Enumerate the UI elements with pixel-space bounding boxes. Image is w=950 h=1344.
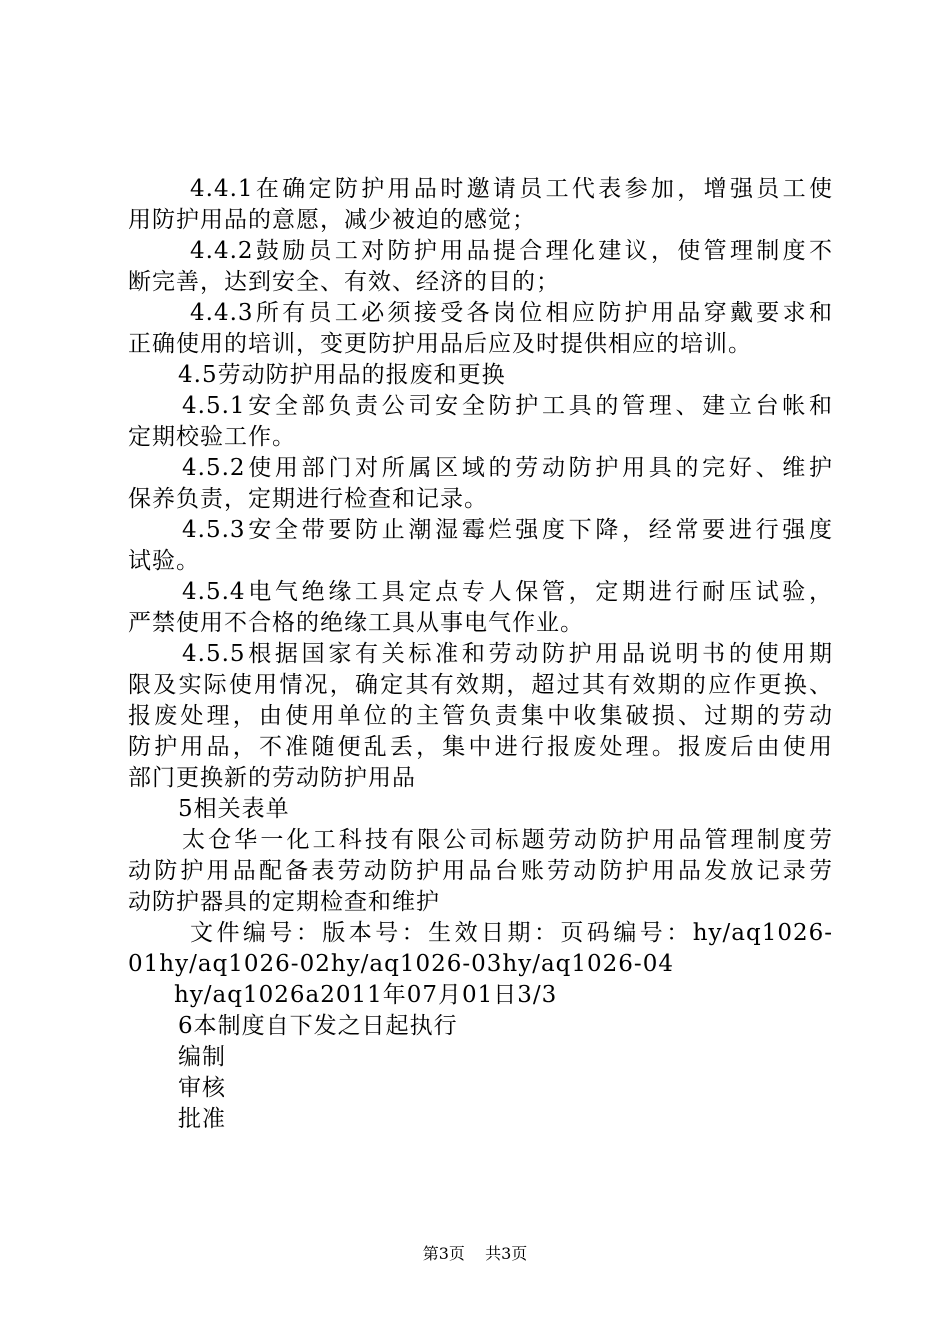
text-line: 5相关表单 bbox=[178, 796, 290, 822]
text-line: 定期校验工作。 bbox=[128, 424, 296, 450]
text-line: 太仓华一化工科技有限公司标题劳动防护用品管理制度劳 bbox=[182, 827, 833, 853]
text-line: 4.4.2鼓励员工对防护用品提合理化建议，使管理制度不 bbox=[190, 238, 833, 264]
text-line: 批准 bbox=[178, 1106, 226, 1132]
text-line: 报废处理，由使用单位的主管负责集中收集破损、过期的劳动 bbox=[128, 703, 833, 729]
paragraph-4-4-3 bbox=[128, 298, 833, 360]
page-total: 共3页 bbox=[485, 1244, 528, 1263]
text-line: 部门更换新的劳动防护用品 bbox=[128, 765, 416, 791]
page-footer bbox=[0, 1244, 950, 1264]
text-line: 4.5劳动防护用品的报废和更换 bbox=[178, 362, 506, 388]
text-line: 文件编号：版本号：生效日期：页码编号：hy/aq1026- bbox=[190, 920, 833, 946]
text-line: 4.5.5根据国家有关标准和劳动防护用品说明书的使用期 bbox=[182, 641, 833, 667]
paragraph-4-5-2 bbox=[128, 453, 833, 515]
text-line: 编制 bbox=[178, 1044, 226, 1070]
text-line: 审核 bbox=[178, 1075, 226, 1101]
text-line: 4.5.4电气绝缘工具定点专人保管，定期进行耐压试验， bbox=[182, 579, 833, 605]
signature-reviewed bbox=[128, 1073, 833, 1104]
text-line: 4.4.3所有员工必须接受各岗位相应防护用品穿戴要求和 bbox=[190, 300, 833, 326]
text-line: 断完善，达到安全、有效、经济的目的； bbox=[128, 269, 560, 295]
text-line: 防护用品，不准随便乱丢，集中进行报废处理。报废后由使用 bbox=[128, 734, 833, 760]
document-body bbox=[128, 174, 833, 1135]
section-heading-4-5 bbox=[128, 360, 833, 391]
paragraph-4-5-5 bbox=[128, 639, 833, 794]
signature-prepared bbox=[128, 1042, 833, 1073]
paragraph-effective bbox=[128, 1011, 833, 1042]
text-line: 试验。 bbox=[128, 548, 200, 574]
text-line: 用防护用品的意愿，减少被迫的感觉； bbox=[128, 207, 536, 233]
text-line: 正确使用的培训，变更防护用品后应及时提供相应的培训。 bbox=[128, 331, 752, 357]
text-line: 01hy/aq1026-02hy/aq1026-03hy/aq1026-04 bbox=[128, 951, 674, 977]
paragraph-4-5-3 bbox=[128, 515, 833, 577]
text-line: hy/aq1026a2011年07月01日3/3 bbox=[174, 982, 558, 1008]
text-line: 限及实际使用情况，确定其有效期，超过其有效期的应作更换、 bbox=[128, 672, 833, 698]
paragraph-document-info bbox=[128, 918, 833, 980]
text-line: 严禁使用不合格的绝缘工具从事电气作业。 bbox=[128, 610, 584, 636]
text-line: 4.5.1安全部负责公司安全防护工具的管理、建立台帐和 bbox=[182, 393, 833, 419]
paragraph-4-5-1 bbox=[128, 391, 833, 453]
text-line: 4.5.2使用部门对所属区域的劳动防护用具的完好、维护 bbox=[182, 455, 833, 481]
text-line: 4.5.3安全带要防止潮湿霉烂强度下降，经常要进行强度 bbox=[182, 517, 833, 543]
paragraph-4-5-4 bbox=[128, 577, 833, 639]
paragraph-4-4-2 bbox=[128, 236, 833, 298]
paragraph-document-values bbox=[128, 980, 833, 1011]
text-line: 动防护用品配备表劳动防护用品台账劳动防护用品发放记录劳 bbox=[128, 858, 833, 884]
page-number: 第3页 bbox=[422, 1244, 465, 1263]
paragraph-related-forms bbox=[128, 825, 833, 918]
text-line: 动防护器具的定期检查和维护 bbox=[128, 889, 440, 915]
signature-approved bbox=[128, 1104, 833, 1135]
text-line: 保养负责，定期进行检查和记录。 bbox=[128, 486, 488, 512]
text-line: 6本制度自下发之日起执行 bbox=[178, 1013, 458, 1039]
text-line: 4.4.1在确定防护用品时邀请员工代表参加，增强员工使 bbox=[190, 176, 833, 202]
section-heading-5 bbox=[128, 794, 833, 825]
paragraph-4-4-1 bbox=[128, 174, 833, 236]
